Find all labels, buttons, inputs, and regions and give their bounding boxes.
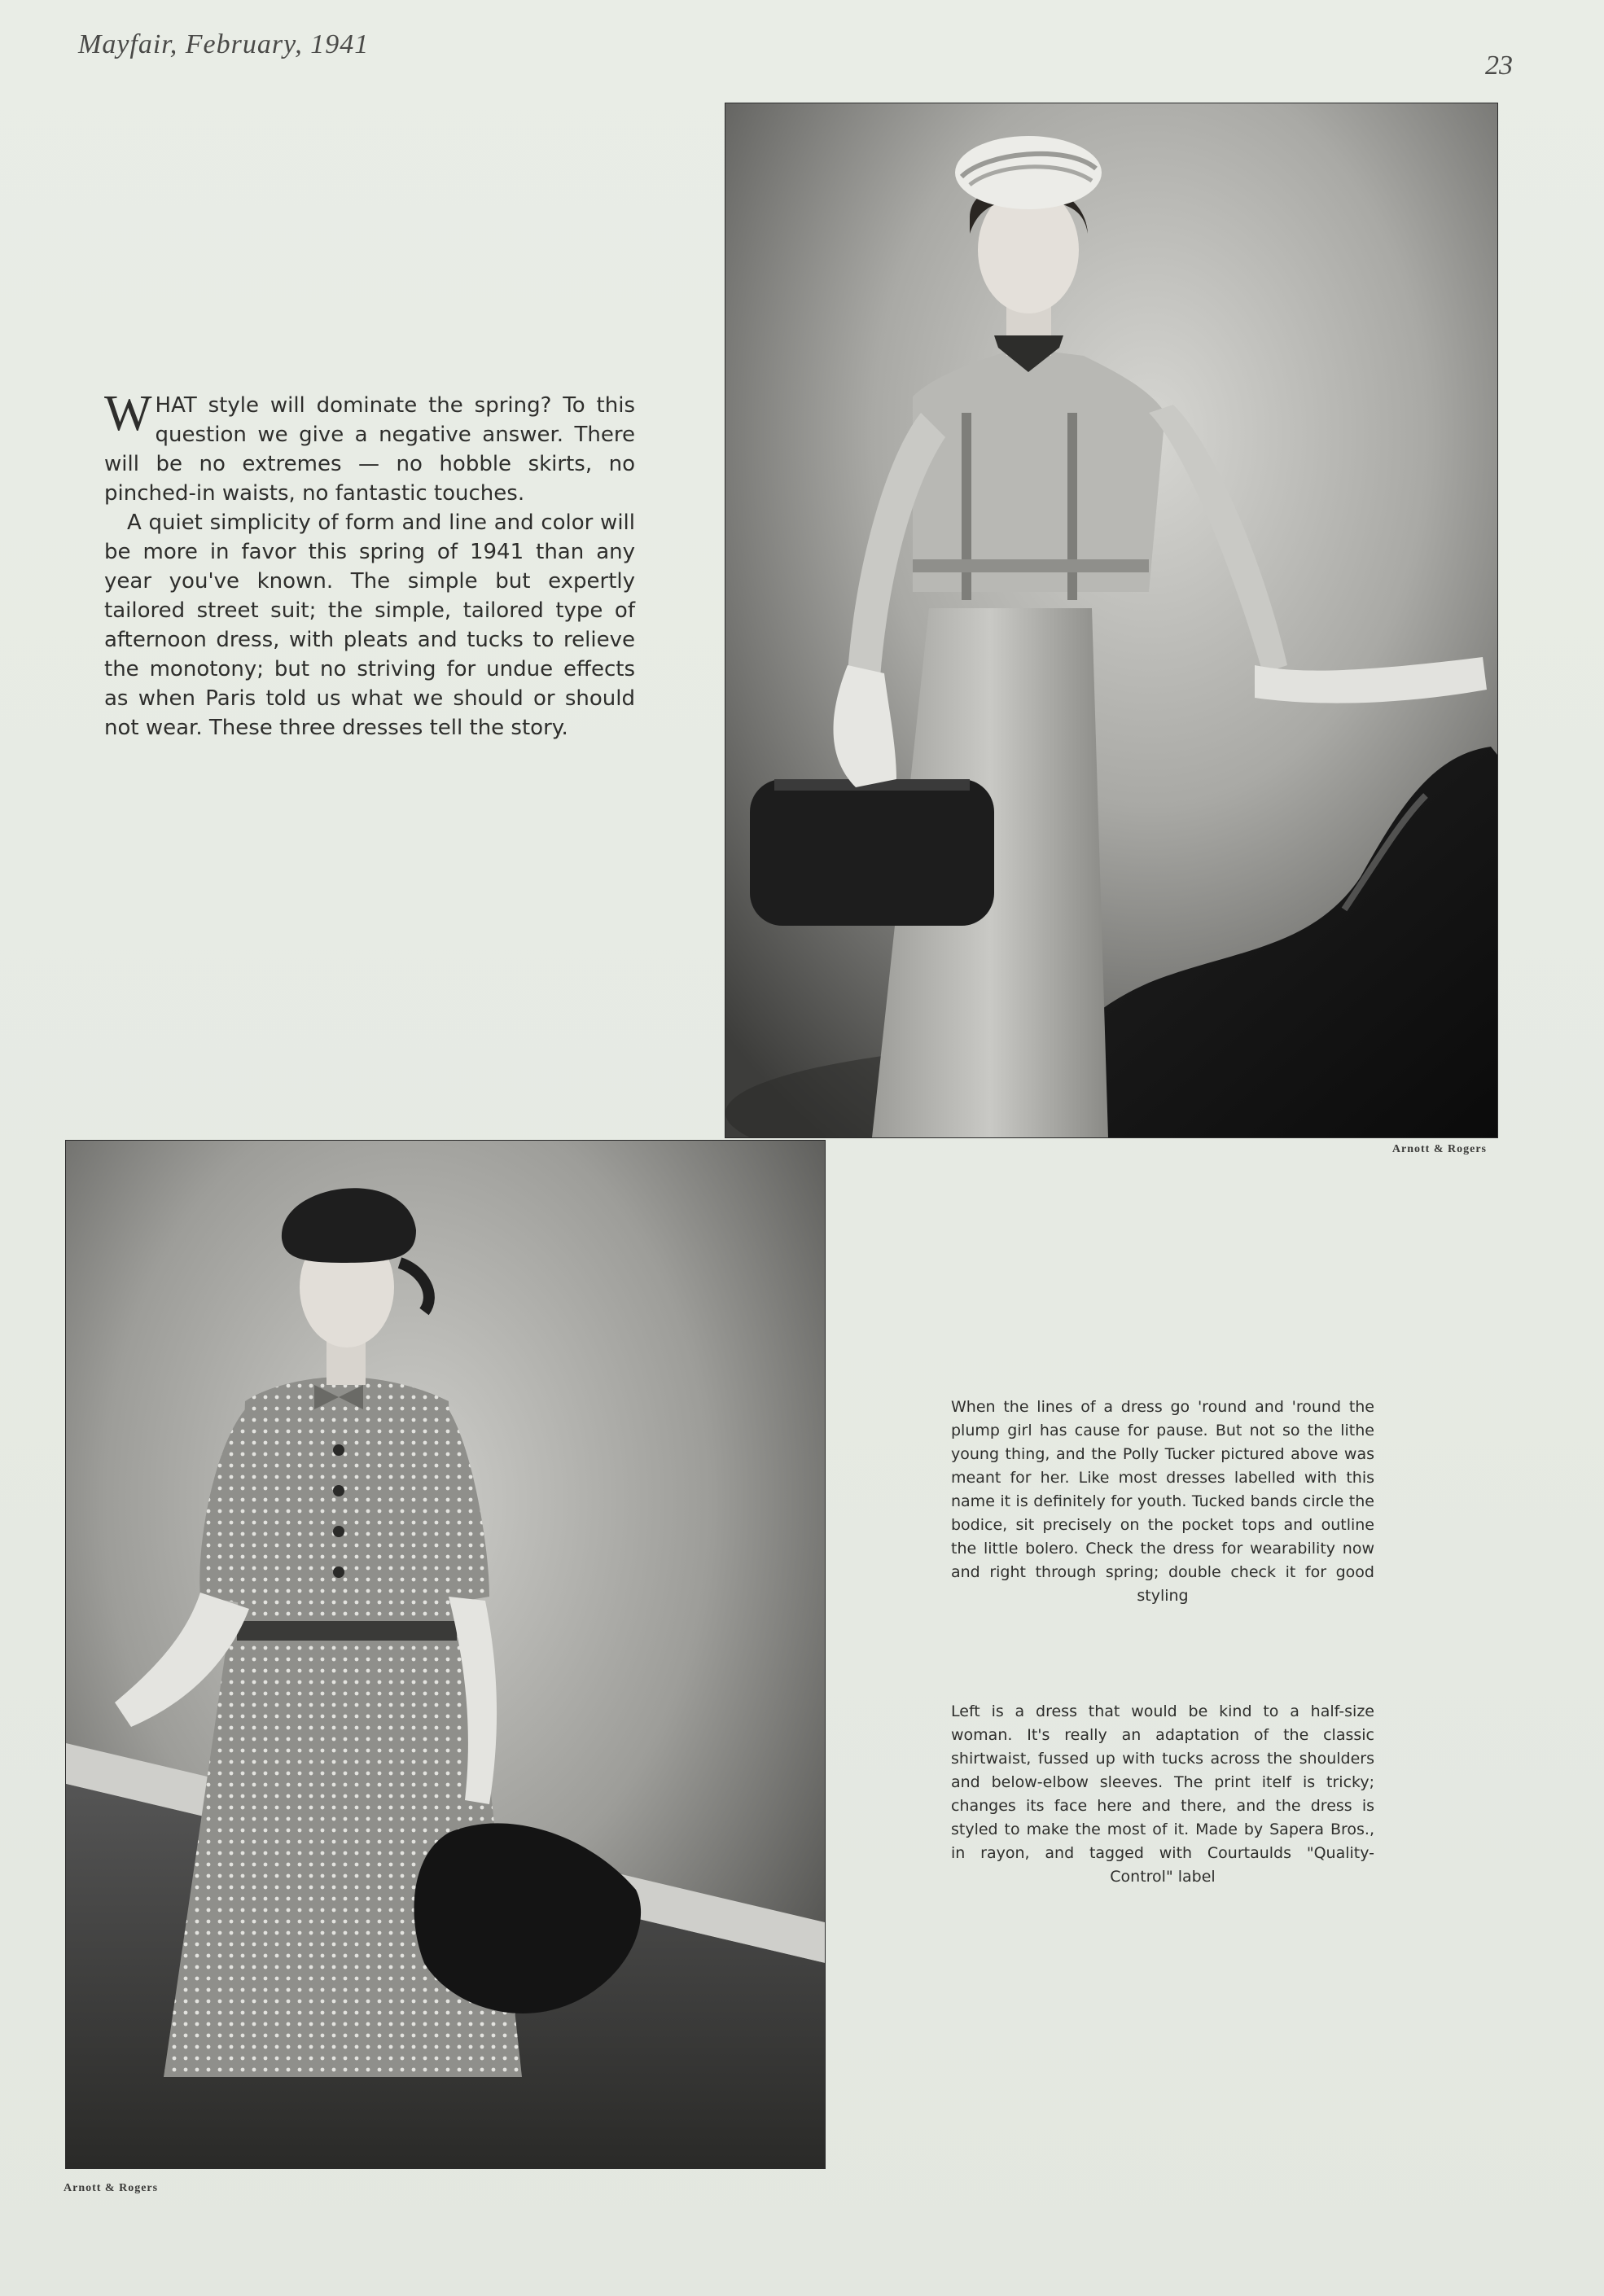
- photo-credit-bottom: Arnott & Rogers: [64, 2182, 159, 2194]
- fashion-photo-shirtwaist-image: [66, 1141, 825, 2168]
- intro-paragraph-1-text: HAT style will dominate the spring? To this question we give a negative answer. There will be no extremes — no hobble skirts, no pinched-in waists, no fantastic touches.: [104, 393, 635, 506]
- intro-text: [104, 386, 635, 743]
- fashion-photo-shirtwaist: [65, 1140, 826, 2169]
- fashion-photo-suit: [725, 103, 1498, 1138]
- intro-paragraph-1: [104, 386, 635, 508]
- page-number: 23: [1485, 50, 1513, 81]
- fashion-photo-suit-image: [725, 103, 1497, 1137]
- intro-paragraph-2: A quiet simplicity of form and line and color will be more in favor this spring of 1941 than any year you've known. The simple but expertly tailored street suit; the simple, tailored type of afternoon dress, with pleats and tucks to relieve the monotony; but no striving for undue effects as when Paris told us what we should or should not wear. These three dresses tell the story.: [104, 510, 635, 740]
- photo-credit-top: Arnott & Rogers: [1391, 1143, 1487, 1155]
- running-head: Mayfair, February, 1941: [78, 29, 370, 59]
- caption-suit: When the lines of a dress go 'round and 'round the plump girl has cause for pause. But not so the lithe young thing, and the Polly Tucker pictured above was meant for her. Like most dresses labelled with this name it is definitely for youth. Tucked bands circle the bodice, sit precisely on the pocket tops and outline the little bolero. Check the dress for wearability now and right through spring; double check it for good styling: [951, 1398, 1374, 1605]
- caption-shirtwaist: Left is a dress that would be kind to a half-size woman. It's really an adaptation of the classic shirtwaist, fussed up with tucks across the shoulders and below-elbow sleeves. The print itelf is tricky; changes its face here and there, and the dress is styled to make the most of it. Made by Sapera Bros., in rayon, and tagged with Courtaulds "Quality-Control" label: [951, 1702, 1374, 1886]
- drop-cap: W: [104, 386, 152, 441]
